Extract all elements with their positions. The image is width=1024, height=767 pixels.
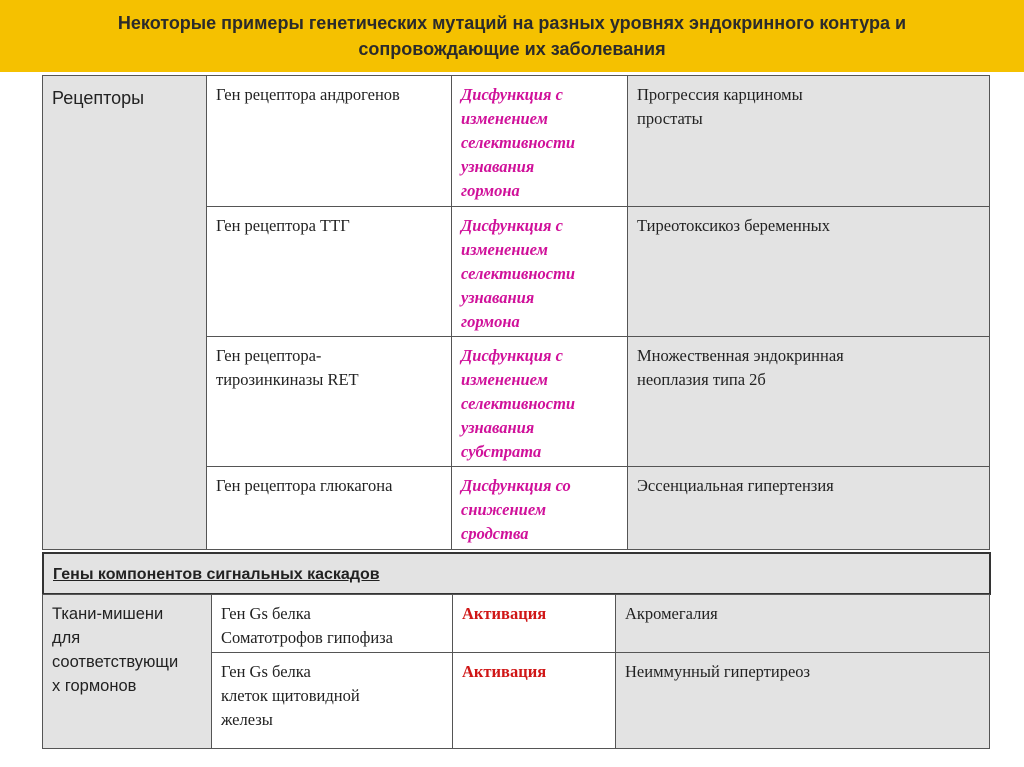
gene-line: тирозинкиназы RET [216,370,359,389]
effect-line: изменением [461,370,548,389]
disease-line: Множественная эндокринная [637,346,844,365]
gene-line: клеток щитовидной [221,686,360,705]
effect-line: снижением [461,500,547,519]
effect-line: селективности [461,133,576,152]
cascade-row-2-effect [452,652,616,749]
table-row-4-effect [451,466,628,550]
gene-line: Ген Gs белка [221,662,311,681]
table-row-1-gene [206,75,452,207]
table-row-1-effect [451,75,628,207]
receptors-category-label: Рецепторы [52,88,145,108]
effect-line: изменением [461,240,548,259]
table-row-1-disease [627,75,990,207]
effect-line: Дисфункция с [461,216,563,235]
gene-line: Ген рецептора- [216,346,322,365]
gene-line: железы [221,710,273,729]
effect-line: Дисфункция со [461,476,571,495]
table-row-4-gene [206,466,452,550]
disease-text: Неиммунный гипертиреоз [625,662,811,681]
disease-text: Акромегалия [625,604,718,623]
effect-line: Дисфункция с [461,346,563,365]
cascades-header [42,552,991,595]
table-row-4-disease [627,466,990,550]
effect-line: гормона [461,181,520,200]
effect-line: изменением [461,109,548,128]
effect-line: гормона [461,312,520,331]
category-line: соответствующи [52,653,179,671]
receptors-category-cell [42,75,207,550]
table-row-2-gene [206,206,452,337]
table-row-3-gene [206,336,452,467]
effect-text: Активация [462,604,547,623]
cascade-row-2-gene [211,652,453,749]
gene-line: Соматотрофов гипофиза [221,628,394,647]
effect-line: узнавания [461,157,535,176]
effect-line: субстрата [461,442,542,461]
gene-text: Ген рецептора ТТГ [216,216,350,235]
effect-text: Активация [462,662,547,681]
category-line: для [52,629,81,647]
cascades-category-cell [42,594,212,749]
gene-text: Ген рецептора глюкагона [216,476,393,495]
table-row-3-disease [627,336,990,467]
table-row-3-effect [451,336,628,467]
title-line-1: Некоторые примеры генетических мутаций на разных уровнях эндокринного контура и [117,13,907,33]
gene-line: Ген Gs белка [221,604,311,623]
category-line: Ткани-мишени [52,605,164,623]
effect-line: селективности [461,394,576,413]
disease-line: простаты [637,109,703,128]
effect-line: селективности [461,264,576,283]
cascade-row-1-effect [452,594,616,653]
slide-title [0,0,1024,72]
effect-line: Дисфункция с [461,85,563,104]
effect-line: узнавания [461,288,535,307]
disease-line: неоплазия типа 2б [637,370,766,389]
table-row-2-effect [451,206,628,337]
title-line-2: сопровождающие их заболевания [358,39,666,59]
category-line: х гормонов [52,677,137,695]
disease-line: Прогрессия карциномы [637,85,803,104]
cascade-row-1-gene [211,594,453,653]
effect-line: узнавания [461,418,535,437]
cascade-row-1-disease [615,594,990,653]
disease-line: Тиреотоксикоз беременных [637,216,831,235]
disease-line: Эссенциальная гипертензия [637,476,834,495]
gene-text: Ген рецептора андрогенов [216,85,400,104]
effect-line: сродства [461,524,529,543]
table-row-2-disease [627,206,990,337]
cascade-row-2-disease [615,652,990,749]
cascades-header-text: Гены компонентов сигнальных каскадов [53,566,380,583]
